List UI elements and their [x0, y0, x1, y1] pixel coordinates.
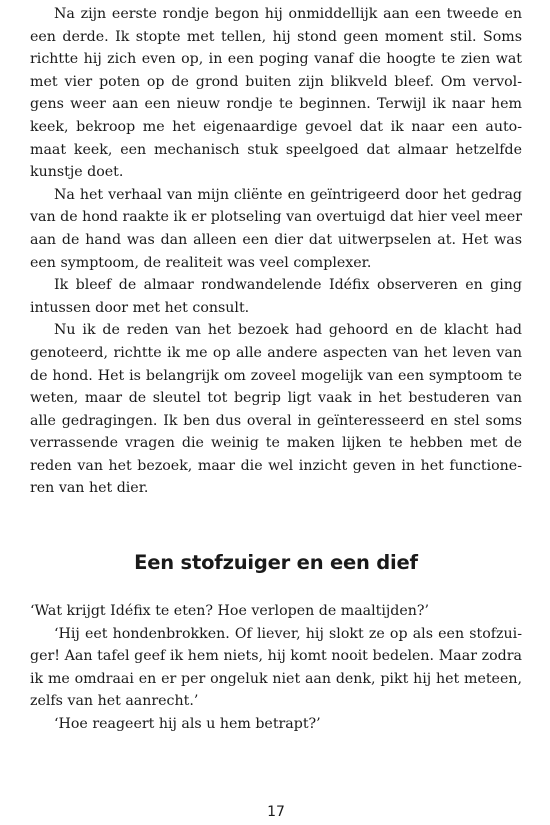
paragraph-1: Na zijn eerste rondje begon hij onmiddellijk aan een tweede en een derde. Ik stopte met tellen, hij stond geen moment stil. Soms richtte hij zich even op, in een poging vanaf die hoogte te zien wat met vier poten op de grond buiten zijn blikveld bleef. Om vervolgens weer aan een nieuw rondje te beginnen. Terwijl ik naar hem keek, bekroop me het eigenaardige gevoel dat ik naar een automaat keek, een mechanisch stuk speelgoed dat almaar hetzelfde kunstje doet.	[30, 6, 522, 181]
section-heading: Een stofzuiger en een dief	[134, 551, 418, 574]
paragraph-3: Ik bleef de almaar rondwandelende Idéfix observeren en ging intussen door met het consult.	[30, 277, 522, 316]
page-number: 17	[267, 804, 285, 820]
body-text-section-1	[30, 3, 522, 500]
body-text-section-2	[30, 600, 522, 736]
book-page	[30, 0, 522, 825]
paragraph-2: Na het verhaal van mijn cliënte en geïntrigeerd door het gedrag van de hond raakte ik er plotseling van overtuigd dat hier veel meer aan de hand was dan alleen een dier dat uitwerpselen at. Het was een symptoom, de realiteit was veel complexer.	[30, 186, 522, 271]
dialogue-answer-1: ‘Hij eet hondenbrokken. Of liever, hij slokt ze op als een stofzuiger! Aan tafel geef ik hem niets, hij komt nooit bedelen. Maar zodra ik me omdraai en er per ongeluk niet aan denk, pikt hij het meteen, zelfs van het aanrecht.’	[30, 625, 522, 710]
dialogue-question-1: ‘Wat krijgt Idéfix te eten? Hoe verlopen de maaltijden?’	[30, 603, 430, 619]
paragraph-4: Nu ik de reden van het bezoek had gehoord en de klacht had genoteerd, richtte ik me op alle andere aspecten van het leven van de hond. Het is belangrijk om zoveel mogelijk van een symptoom te weten, maar de sleutel tot begrip ligt vaak in het bestuderen van alle gedragingen. Ik ben dus overal in geïnteresseerd en stel soms verrassende vragen die weinig te maken lijken te hebben met de reden van het bezoek, maar die wel inzicht geven in het functioneren van het dier.	[30, 322, 522, 497]
dialogue-question-2: ‘Hoe reageert hij als u hem betrapt?’	[54, 715, 321, 732]
